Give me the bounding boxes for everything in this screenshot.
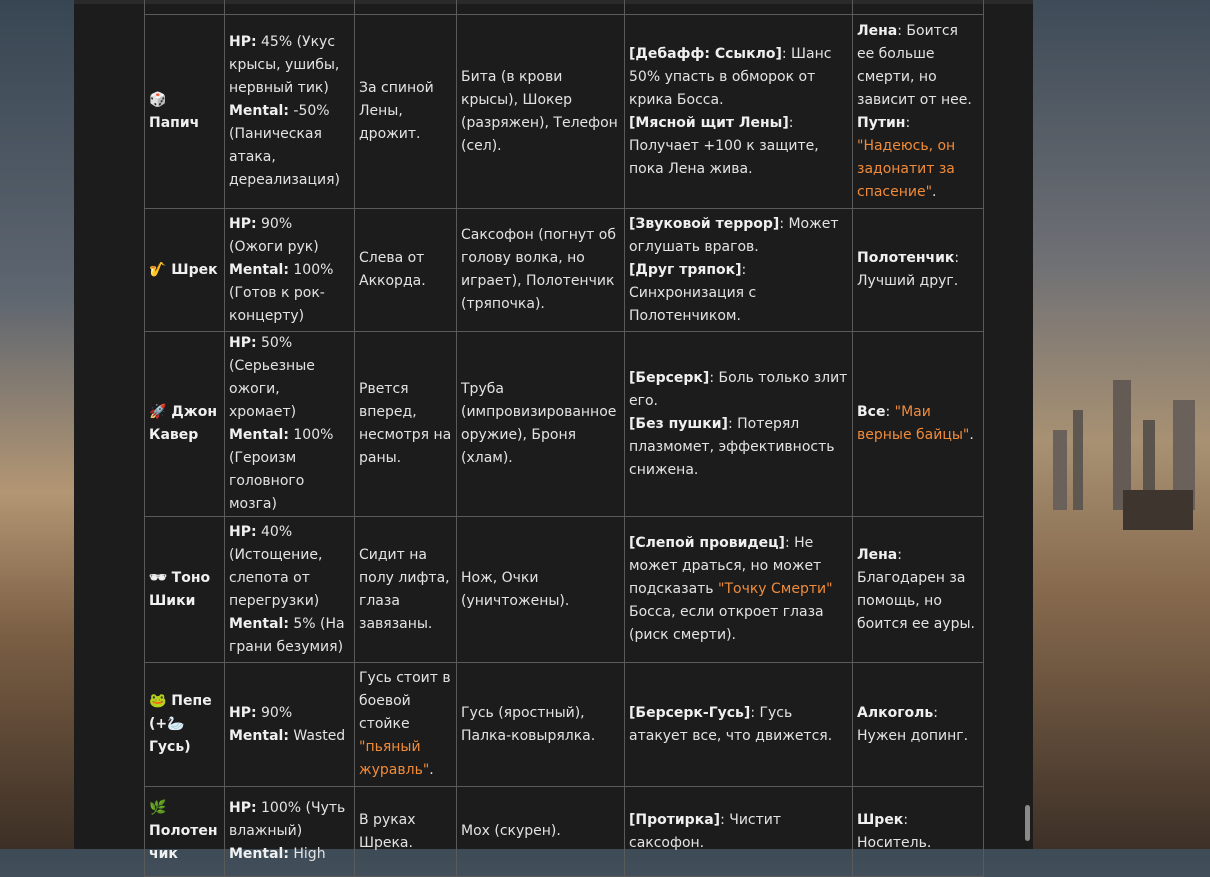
hp-value: 100% (Чуть влажный) [229,800,346,839]
character-name-cell [145,332,225,517]
relation-tail: . [932,183,937,200]
relation-text: : Благодарен за помощь, но боится ее ауры. [857,546,975,632]
gear-text: Бита (в крови крысы), Шокер (разряжен), Телефон (сел). [461,68,618,154]
relation-text: : Лучший друг. [857,250,960,289]
characters-table-wrapper [144,0,984,862]
mental-label: Mental: [229,615,289,632]
position-cell [355,15,457,209]
hp-label: HP: [229,34,257,50]
mental-label: Mental: [229,727,289,744]
ability-label: [Звуковой террор] [629,215,780,232]
hp-label: HP: [229,335,257,351]
gear-cell [457,209,625,332]
position-cell [355,787,457,877]
relation-tail: . [969,427,974,443]
position-cell [355,663,457,787]
mental-label: Mental: [229,846,289,862]
table-row [145,332,984,517]
hp-label: HP: [229,800,257,816]
table-row [145,209,984,332]
ability-text: : Получает +100 к защите, пока Лена жива. [629,114,819,177]
ability-quote: "Точку Смерти" [718,581,833,597]
gear-cell [457,332,625,517]
table-body [145,0,984,877]
relations-cell [853,517,984,663]
relation-text: : Боится ее больше смерти, но зависит от нее. [857,22,972,108]
ability-text: : Синхронизация с Полотенчиком. [629,261,757,324]
position-text: Гусь стоит в боевой стойке [359,670,451,732]
mental-value: -50% (Паническая атака, дереализация) [229,103,340,188]
character-name: 🚀 Джон Кавер [149,404,217,443]
position-text: Рвется вперед, несмотря на раны. [359,381,452,466]
status-cell [225,517,355,663]
gear-cell [457,663,625,787]
ability-label: [Мясной щит Лены] [629,114,789,131]
relation-label: Полотенчик [857,250,955,266]
status-cell [225,787,355,877]
mental-label: Mental: [229,103,289,119]
ability-text: : Не может драться, но может подсказать [629,535,822,597]
relation-label: Все [857,404,886,420]
hp-label: HP: [229,523,257,540]
mental-value: Wasted [288,727,346,744]
mental-value: High [288,846,326,862]
gear-text: Мох (скурен). [461,823,561,839]
abilities-cell [625,517,853,663]
relation-label: Шрек [857,811,904,828]
gear-cell [457,15,625,209]
scrollbar[interactable] [1020,0,1032,849]
relation-label: Лена [857,546,898,563]
hp-value: 50% (Серьезные ожоги, хромает) [229,335,315,420]
ability-text: : Может оглушать врагов. [629,215,839,255]
character-name-cell [145,209,225,332]
gear-text: Гусь (яростный), Палка-ковырялка. [461,704,596,744]
position-cell [355,332,457,517]
mental-value: 100% (Готов к рок-концерту) [229,261,334,324]
ability-label: [Друг тряпок] [629,261,742,278]
hp-value: 90% [256,704,293,721]
character-name: 🎷 Шрек [149,261,218,278]
gear-text: Саксофон (погнут об голову волка, но играет), Полотенчик (тряпочка). [461,227,616,312]
ability-label: [Слепой провидец] [629,535,785,551]
relations-cell [853,209,984,332]
relation-text: : Носитель. [857,811,932,851]
character-name: 🕶 Тоно Шики [149,569,211,609]
position-text: В руках Шрека. [359,811,416,851]
scrollbar-thumb[interactable] [1025,805,1030,841]
hp-label: HP: [229,215,257,232]
status-cell [225,209,355,332]
character-name: 🎲 Папич [149,91,200,131]
ability-tail: Босса, если откроет глаза (риск смерти). [629,604,824,643]
mental-label: Mental: [229,261,289,278]
character-name-cell [145,517,225,663]
relation-quote: "Маи верные байцы" [857,404,970,443]
table-row-cut [145,0,984,15]
abilities-cell [625,787,853,877]
relations-cell [853,15,984,209]
background-left [0,0,74,849]
position-text: За спиной Лены, дрожит. [359,80,434,142]
relations-cell [853,663,984,787]
hp-value: 45% (Укус крысы, ушибы, нервный тик) [229,34,340,96]
relation-text: : [905,114,911,131]
hp-value: 40% (Истощение, слепота от перегрузки) [229,523,323,609]
abilities-cell [625,332,853,517]
position-tail: . [429,762,434,778]
ability-label: [Протирка] [629,811,721,828]
hp-value: 90% (Ожоги рук) [229,215,319,255]
ability-text: : Боль только злит его. [629,369,848,409]
mental-label: Mental: [229,427,289,443]
table-row [145,15,984,209]
table-row [145,517,984,663]
position-cell [355,517,457,663]
ability-label: [Без пушки] [629,415,728,432]
position-cell [355,209,457,332]
gear-cell [457,787,625,877]
position-text: Слева от Аккорда. [359,250,426,289]
background-right [1033,0,1210,849]
character-name: 🌿 Полотенчик [149,800,218,862]
hp-label: HP: [229,704,257,721]
ability-label: [Дебафф: Ссыкло] [629,45,782,62]
abilities-cell [625,663,853,787]
ability-text: : Шанс 50% упасть в обморок от крика Босса. [629,45,832,108]
relation-quote: "Надеюсь, он задонатит за спасение" [857,137,956,200]
character-name-cell [145,15,225,209]
ability-text: : Чистит саксофон. [629,811,782,851]
position-quote: "пьяный журавль" [359,739,430,778]
status-cell [225,663,355,787]
ability-label: [Берсерк] [629,369,710,386]
status-cell [225,332,355,517]
character-name-cell [145,787,225,877]
gear-text: Нож, Очки (уничтожены). [461,569,570,609]
relation-label: Путин [857,114,906,131]
ability-label: [Берсерк-Гусь] [629,704,751,721]
relations-cell [853,332,984,517]
gear-text: Труба (импровизированное оружие), Броня (хлам). [461,381,617,466]
mental-value: 5% (На грани безумия) [229,615,345,655]
relation-text: : Нужен допинг. [857,704,969,744]
relation-label: Алкоголь [857,704,934,721]
relation-text: : [885,404,895,420]
abilities-cell [625,209,853,332]
relation-label: Лена [857,22,898,39]
ability-text: : Гусь атакует все, что движется. [629,704,833,744]
abilities-cell [625,15,853,209]
relations-cell [853,787,984,877]
status-cell [225,15,355,209]
table-row [145,663,984,787]
character-name: 🐸 Пепе (+🦢 Гусь) [149,693,212,755]
table-row [145,787,984,877]
ability-text: : Потерял плазмомет, эффективность снижена. [629,415,835,478]
position-text: Сидит на полу лифта, глаза завязаны. [359,546,450,632]
mental-value: 100% (Героизм головного мозга) [229,427,334,512]
character-name-cell [145,663,225,787]
gear-cell [457,517,625,663]
characters-table [144,0,984,877]
